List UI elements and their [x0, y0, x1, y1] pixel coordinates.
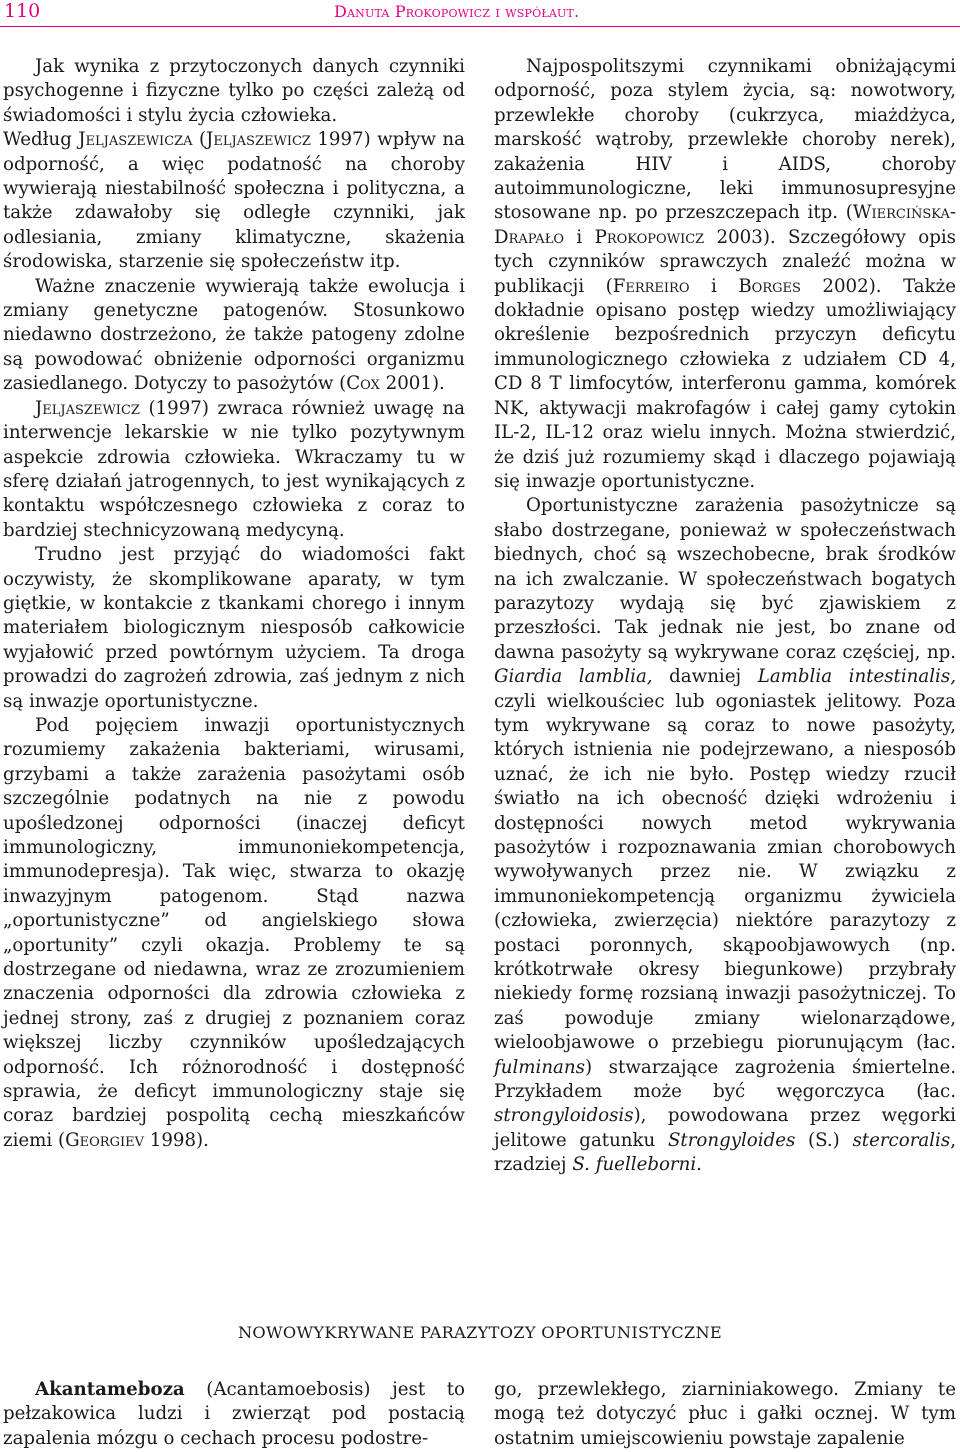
species-name: Strongyloides [667, 1129, 796, 1151]
paragraph-text: i [689, 275, 739, 297]
citation-author: Jeljaszewicz [206, 129, 311, 151]
paragraph-text: Ważne znaczenie wywierają także ewolucja i zmiany genetyczne patogenów. Stosunkowo niedawno dostrzeżono, że także patogeny zdolne są powodować obniżenie odporności organizmu zasiedlanego. Dotyczy to pasożytów ( [3, 275, 465, 395]
term-heading: Akantameboza [35, 1379, 185, 1400]
paragraph-text: Jak wynika z przytoczonych danych czynniki psychogenne i fizyczne tylko po części zależą od świadomości i stylu życia człowieka. [3, 56, 465, 126]
species-name: stercoralis [852, 1129, 951, 1151]
paragraph-text: 2001). [379, 373, 445, 395]
paragraph-text: Według [3, 129, 79, 151]
paragraph [3, 1378, 465, 1451]
paragraph-text: (Acantamoebosis) jest to pełzakowica ludzi i zwierząt pod postacią zapalenia mózgu o cechach procesu podostre- [3, 1379, 465, 1449]
section-heading: NOWOWYKRYWANE PARAZYTOZY OPORTUNISTYCZNE [237, 1323, 723, 1342]
paragraph-text: Najpospolitszymi czynnikami obniżającymi odporność, poza stylem życia, są: nowotwory, przewlekłe choroby (cukrzyca, miażdżyca, marskość wątroby, przewlekłe choroby nerek), zakażenia HIV i AIDS, choroby autoimmunologiczne, leki immunosupresyjne stosowane np. po przeszczepach itp. ( [494, 56, 956, 224]
paragraph-text: ( [192, 129, 207, 151]
paragraph [494, 1378, 956, 1451]
paragraph-text: 1998). [143, 1129, 209, 1151]
paragraph [3, 275, 465, 397]
paragraph-text: (1997) zwraca również uwagę na interwencje lekarskie w nie tylko pozytywnym aspekcie zdrowia człowieka. Wkraczamy tu w sferę działań jatrogennych, to jest wynikających z kontaktu współczesnego człowieka z coraz to bardziej stechnicyzowaną medycyną. [3, 397, 465, 541]
paragraph-text: 1997) wpływ na odporność, a więc podatność na choroby wywierają niestabilność społeczna i polityczna, a także zdawałoby się odległe czynniki, jak odlesiania, zmiany klimatyczne, skażenia środowiska, starzenie się społeczeństw itp. [3, 129, 465, 273]
page-number: 110 [4, 0, 41, 22]
paragraph-text: ), powodowana przez węgorki jelitowe gatunku [494, 1105, 956, 1151]
paragraph [494, 55, 956, 494]
paragraph-text: i [564, 226, 595, 248]
paragraph-text: 2002). Także dokładnie opisano postęp wiedzy umożliwiający określenie bezpośrednich przyczyn deficytu immunologicznego człowieka z udziałem CD 4, CD 8 T limfocytów, interferonu gamma, komórek NK, aktywacji makrofagów i całej gamy cytokin IL-2, IL-12 oraz wielu innych. Można stwierdzić, że dziś już rozumiemy skąd i dlaczego pojawiają się inwazje oportunistyczne. [494, 275, 956, 492]
right-column [494, 55, 956, 1178]
citation-author: Borges [738, 275, 801, 297]
citation-author: Jeljaszewicza [78, 129, 193, 151]
latin-term: strongyloidosis [494, 1105, 634, 1127]
paragraph-text: go, przewlekłego, ziarniniakowego. Zmiany te mogą też dotyczyć płuc i gałki ocznej. W tym ostatnim umiejscowieniu powstaje zapalenie [494, 1379, 956, 1449]
paragraph-text: dawniej [652, 666, 758, 688]
citation-author: Ferreiro [612, 275, 690, 297]
page-header [0, 0, 960, 27]
citation-author: Prokopowicz [594, 226, 705, 248]
citation-author: Cox [346, 373, 380, 395]
left-column [3, 55, 465, 1153]
paragraph [3, 55, 465, 275]
latin-term: fulminans [494, 1056, 585, 1078]
paragraph-text: . [696, 1154, 702, 1176]
paragraph-text: ) stwarzające zagrożenia śmiertelne. Przykładem może być węgorczyca (łac. [494, 1056, 956, 1103]
citation-author: Wiercińska-Drapało [494, 202, 956, 248]
bottom-left-column [3, 1378, 465, 1451]
paragraph [3, 543, 465, 714]
paragraph-text: Oportunistyczne zarażenia pasożytnicze są słabo dostrzegane, ponieważ w społeczeństwach biednych, choć są wszechobecne, brak środków na ich zwalczanie. W społeczeństwach bogatych parazytozy wydają się być zjawiskiem z przeszłości. Tak jednak nie jest, bo znane od dawna pasożyty są wykrywane coraz częściej, np. [494, 495, 956, 663]
running-head: Danuta Prokopowicz i współaut. [334, 2, 580, 21]
bottom-right-column [494, 1378, 956, 1451]
species-name: Giardia lamblia, [494, 666, 653, 688]
species-name: S. fuelleborni [572, 1154, 697, 1176]
paragraph-text: Pod pojęciem inwazji oportunistycznych rozumiemy zakażenia bakteriami, wirusami, grzybami a także zarażenia pasożytami osób szczególnie podatnych na nie z powodu upośledzonej odporności (inaczej deficyt immunologiczny, immunoniekompetencja, immunodepresja). Tak więc, stwarza to okazję inwazyjnym patogenom. Stąd nazwa „oportunistyczne” od angielskiego słowa „oportunity” czyli okazja. Problemy te są dostrzegane od niedawna, wraz ze zrozumieniem znaczenia odporności dla zdrowia człowieka z jednej strony, zaś z drugiej z poznaniem coraz większej liczby czynników upośledzających odporność. Ich różnorodność i dostępność sprawia, że deficyt immunologiczny staje się coraz bardziej pospolitą cechą mieszkańców ziemi ( [3, 714, 465, 1151]
paragraph [494, 494, 956, 1177]
paragraph-text: 2003). Szczegółowy opis tych czynników sprawczych znaleźć można w publikacji ( [494, 226, 956, 297]
paragraph [3, 397, 465, 543]
paragraph-text: Trudno jest przyjąć do wiadomości fakt oczywisty, że skomplikowane aparaty, w tym giętkie, w kontakcie z tkankami chorego i innym materiałem biologicznym niesposób całkowicie wyjałowić przed powtórnym użyciem. Ta droga prowadzi do zagrożeń zdrowia, zaś jednym z nich są inwazje oportunistyczne. [3, 544, 465, 712]
paragraph-text: czyli wielkouściec lub ogoniastek jelitowy. Poza tym wykrywane są coraz to nowe pasożyty, których istnienia nie podejrzewano, a niesposób uznać, że ich nie było. Postęp wiedzy rzucił światło na ich obecność dzięki wdrożeniu i dostępności nowych metod wykrywania pasożytów i rozpoznawania zmian chorobowych wywoływanych przez nie. W związku z immunoniekompetencją organizmu żywiciela (człowieka, zwierzęcia) niektóre parazytozy z postaci poronnych, skąpoobjawowych (np. krótkotrwałe okresy biegunkowe) przybrały niekiedy formę rozsianą inwazji pasożytniczej. To zaś powoduje zmiany wielonarządowe, wieloobjawowe o przebiegu piorunującym (łac. [494, 690, 956, 1054]
citation-author: Jeljaszewicz [35, 397, 140, 419]
citation-author: Georgiev [65, 1129, 144, 1151]
paragraph-text: , rzadziej [494, 1129, 956, 1176]
species-name: Lamblia intestinalis, [757, 666, 956, 688]
paragraph-text: (S.) [795, 1129, 853, 1151]
paragraph [3, 714, 465, 1153]
